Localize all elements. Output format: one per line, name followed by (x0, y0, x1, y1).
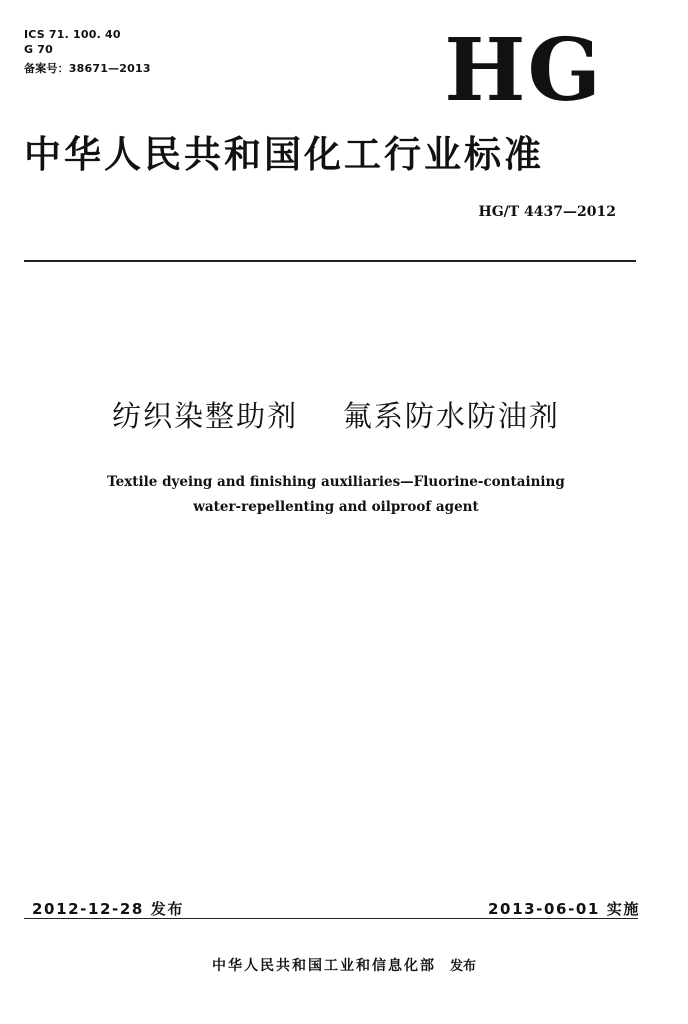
bottom-divider (24, 918, 638, 919)
implementation-date: 2013-06-01 实施 (488, 900, 640, 918)
publisher-name: 中华人民共和国工业和信息化部 (211, 958, 436, 974)
publisher-suffix: 发布 (449, 959, 476, 974)
authority-heading: 中华人民共和国化工行业标准 (24, 133, 544, 176)
english-title-line-2: water-repellenting and oilproof agent (193, 499, 479, 515)
top-divider (24, 260, 636, 262)
issue-date: 2012-12-28 发布 (32, 900, 184, 918)
standard-number: HG/T 4437—2012 (478, 204, 616, 220)
publisher-line (0, 955, 688, 975)
classification-code: G 70 (24, 43, 53, 56)
ics-code: ICS 71. 100. 40 (24, 28, 121, 41)
record-number: 备案号：38671—2013 (24, 62, 151, 75)
chinese-title: 纺织染整助剂 氟系防水防油剂 (112, 399, 560, 433)
english-title-line-1: Textile dyeing and finishing auxiliaries—Fluorine-containing (107, 474, 565, 490)
hg-logo: HG (444, 20, 603, 121)
